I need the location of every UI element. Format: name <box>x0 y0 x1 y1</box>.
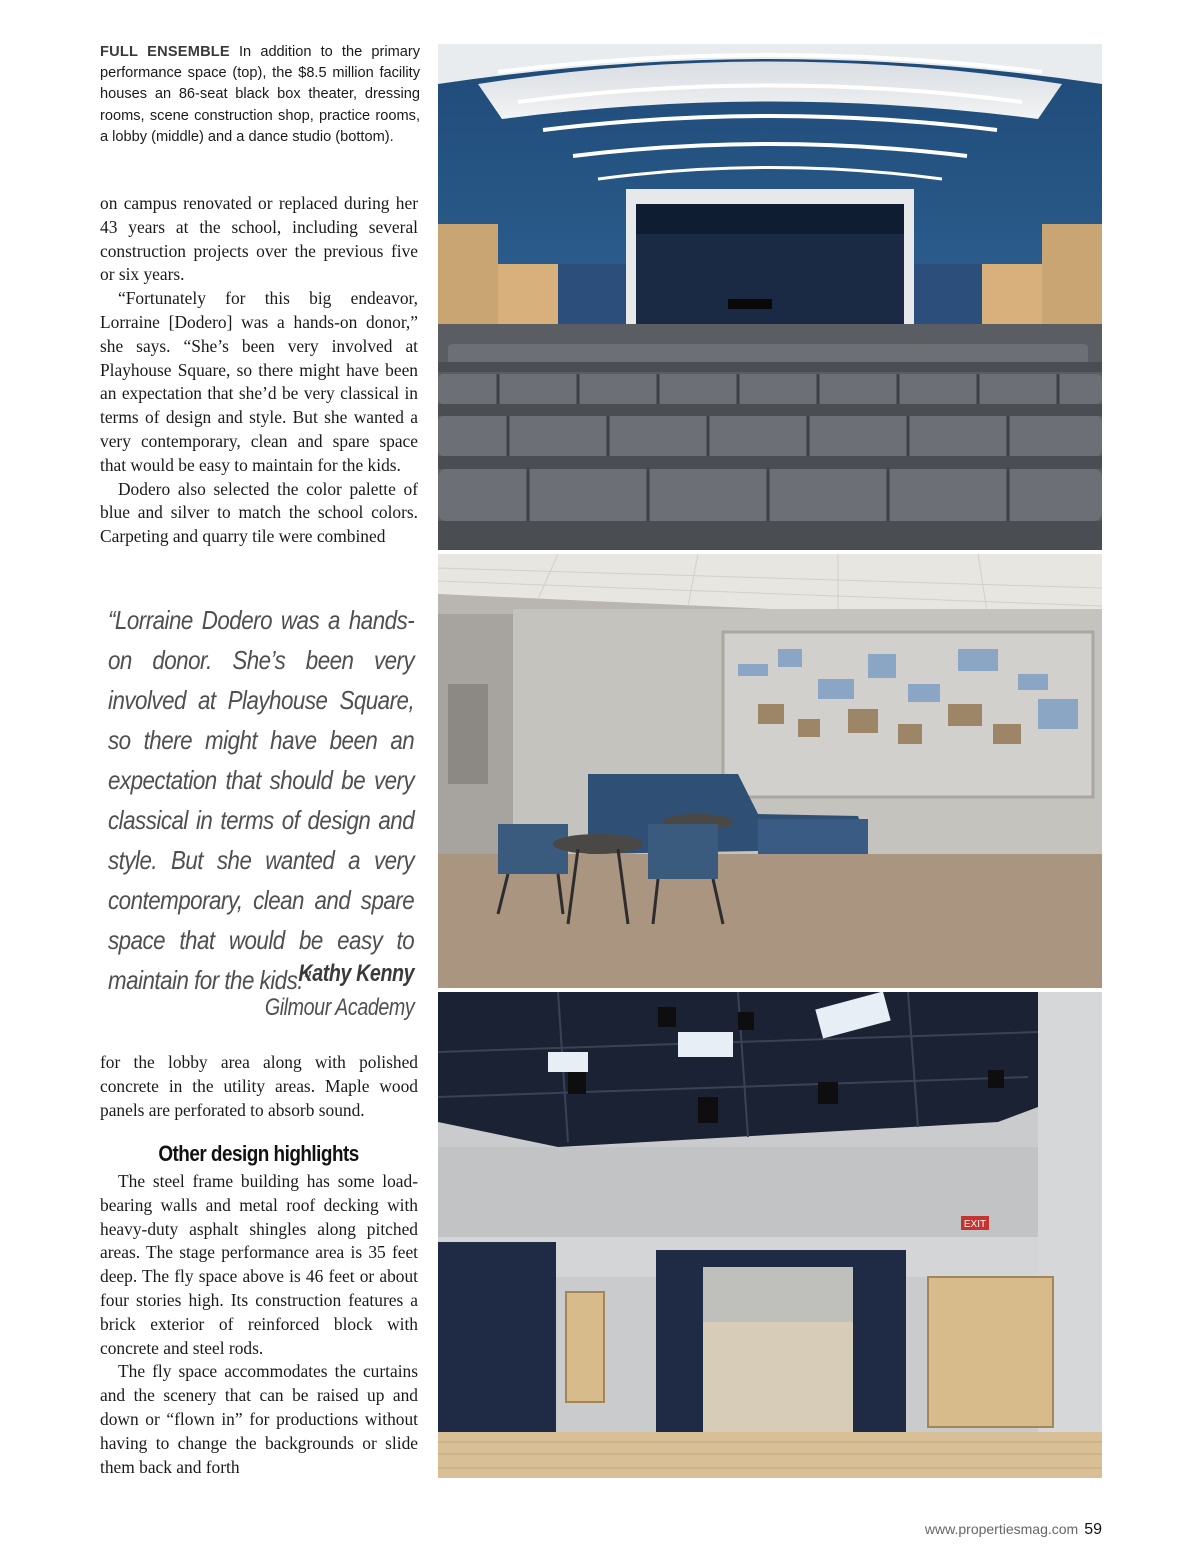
article-paragraph: on campus renovated or replaced during her 43 years at the school, including several construction projects over the previous five or six years. <box>100 193 418 285</box>
section-subhead: Other design highlights <box>158 1141 360 1166</box>
article-paragraph: Dodero also selected the color palette of blue and silver to match the school colors. Carpeting and quarry tile were combined <box>100 478 418 547</box>
lobby-photo <box>438 554 1102 988</box>
photo-caption <box>100 42 420 148</box>
article-paragraph: “Fortunately for this big endeavor, Lorraine [Dodero] was a hands-on donor,” she says. “She’s been very involved at Playhouse Square, so there might have been an expectation that she’d be very classical in terms of design and style. But she wanted a very contemporary, clean and spare space that would be easy to maintain for the kids. <box>100 288 418 475</box>
dance-studio-photo <box>438 992 1102 1478</box>
caption-lead: FULL ENSEMBLE <box>100 44 230 60</box>
exit-sign: EXIT <box>963 1219 987 1230</box>
article-column-top <box>100 192 418 549</box>
theater-photo <box>438 44 1102 550</box>
page-number: 59 <box>1084 1521 1102 1538</box>
article-column-final <box>100 1170 418 1479</box>
page-footer <box>925 1521 1102 1539</box>
pull-quote-attribution-org: Gilmour Academy <box>264 994 414 1021</box>
pull-quote-text: “Lorraine Dodero was a hands-on donor. She’s been very involved at Playhouse Square, so there might have been an expectation that should be very classical in terms of design and style. But she wanted a very contemporary, clean and spare space that would be easy to maintain for the kids.” <box>108 605 415 995</box>
article-paragraph: The steel frame building has some load-bearing walls and metal roof decking with heavy-duty asphalt shingles along pitched areas. The stage performance area is 35 feet deep. The fly space above is 46 feet or about four stories high. Its construction features a brick exterior of reinforced block with concrete and steel rods. <box>100 1171 418 1358</box>
article-paragraph: The fly space accommodates the curtains and the scenery that can be raised up and down or “flown in” for productions without having to change the backgrounds or slide them back and forth <box>100 1361 418 1477</box>
caption-text: In addition to the primary performance space (top), the $8.5 million facility houses an 86-seat black box theater, dressing rooms, scene construction shop, practice rooms, a lobby (middle) and a dance studio (bottom). <box>100 44 420 145</box>
pull-quote-attribution-name: Kathy Kenny <box>298 960 414 987</box>
footer-url: www.propertiesmag.com <box>924 1521 1079 1537</box>
article-paragraph: for the lobby area along with polished concrete in the utility areas. Maple wood panels are perforated to absorb sound. <box>100 1052 418 1120</box>
article-column-bottom <box>100 1051 418 1122</box>
pull-quote <box>108 600 414 1000</box>
